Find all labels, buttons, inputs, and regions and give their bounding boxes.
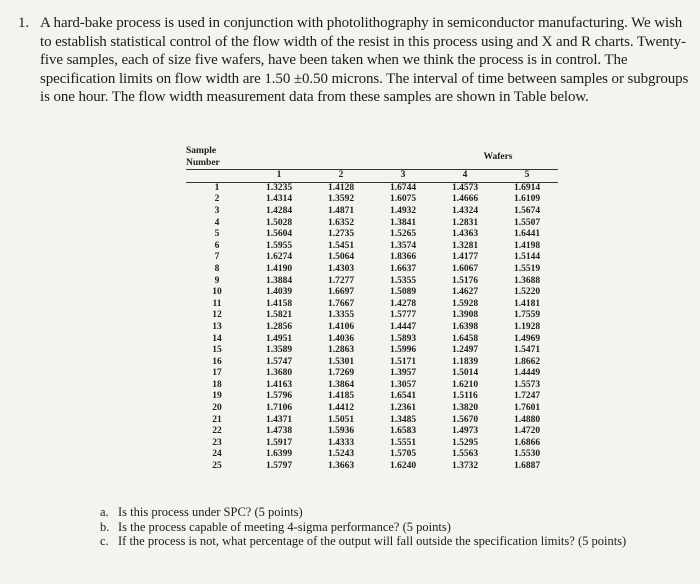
problem-statement xyxy=(18,14,690,107)
wafer-value-cell: 1.6583 xyxy=(389,426,417,437)
wafer-value-cell: 1.5670 xyxy=(451,414,479,425)
sample-number-cell: 1 xyxy=(214,182,220,193)
wafer-value-cell: 1.4412 xyxy=(327,403,355,414)
wafer-value-cell: 1.8662 xyxy=(513,356,541,367)
wafer-value-cell: 1.3820 xyxy=(451,403,479,414)
wafer-value-cell: 1.3281 xyxy=(451,240,479,251)
wafer-value-cell: 1.5089 xyxy=(389,287,417,298)
wafer-value-cell: 1.5116 xyxy=(452,391,478,402)
table-row xyxy=(186,252,558,264)
sample-number-cell: 4 xyxy=(214,217,220,228)
wafer-value-cell: 1.4363 xyxy=(451,229,479,240)
wafer-value-cell: 1.5936 xyxy=(327,426,355,437)
wafer-value-cell: 1.3663 xyxy=(327,461,355,472)
wafer-value-cell: 1.4181 xyxy=(513,298,541,309)
wafer-value-cell: 1.5796 xyxy=(265,391,293,402)
column-number-row xyxy=(186,170,558,183)
wafer-value-cell: 1.5519 xyxy=(513,263,541,274)
sample-number-cell: 7 xyxy=(214,252,220,263)
wafer-value-cell: 1.6541 xyxy=(389,391,417,402)
wafer-value-cell: 1.7277 xyxy=(327,275,355,286)
wafer-value-cell: 1.3589 xyxy=(265,345,293,356)
sample-number-cell: 25 xyxy=(212,461,222,472)
wafer-value-cell: 1.3688 xyxy=(513,275,541,286)
wafer-value-cell: 1.5821 xyxy=(265,310,293,321)
question-text: Is the process capable of meeting 4-sigma performance? (5 points) xyxy=(118,519,451,534)
wafer-value-cell: 1.2831 xyxy=(451,217,479,228)
wafer-value-cell: 1.6697 xyxy=(327,287,355,298)
sample-number-cell: 16 xyxy=(212,356,222,367)
wafer-value-cell: 1.4447 xyxy=(389,321,417,332)
sample-number-cell: 9 xyxy=(214,275,220,286)
table-row xyxy=(186,438,558,450)
wafer-value-cell: 1.3355 xyxy=(327,310,355,321)
question-b xyxy=(100,520,690,535)
wafer-value-cell: 1.5893 xyxy=(389,333,417,344)
wafer-value-cell: 1.5171 xyxy=(389,356,417,367)
sample-number-cell: 24 xyxy=(212,449,222,460)
wafer-value-cell: 1.5604 xyxy=(265,229,293,240)
column-header-empty xyxy=(186,170,248,183)
sample-number-cell: 13 xyxy=(212,321,222,332)
wafer-value-cell: 1.1839 xyxy=(451,356,479,367)
wafer-value-cell: 1.3864 xyxy=(327,379,355,390)
wafer-value-cell: 1.4371 xyxy=(265,414,293,425)
table-row xyxy=(186,426,558,438)
wafer-value-cell: 1.5747 xyxy=(265,356,293,367)
question-text: If the process is not, what percentage of the output will fall outside the specification limits? (5 points) xyxy=(118,534,627,548)
wafer-value-cell: 1.4932 xyxy=(389,205,417,216)
wafer-value-cell: 1.4973 xyxy=(451,426,479,437)
question-list xyxy=(100,505,690,549)
wafer-value-cell: 1.4969 xyxy=(513,333,541,344)
wafer-value-cell: 1.4880 xyxy=(513,414,541,425)
wafer-value-cell: 1.5996 xyxy=(389,345,417,356)
sample-number-cell: 22 xyxy=(212,426,222,437)
wafer-value-cell: 1.5563 xyxy=(451,449,479,460)
wafer-value-cell: 1.5144 xyxy=(513,252,541,263)
wafer-value-cell: 1.6352 xyxy=(327,217,355,228)
sample-number-cell: 19 xyxy=(212,391,222,402)
wafer-value-cell: 1.4185 xyxy=(327,391,355,402)
wafer-value-cell: 1.8366 xyxy=(389,252,417,263)
table-row xyxy=(186,334,558,346)
wafer-value-cell: 1.5928 xyxy=(451,298,479,309)
wafer-value-cell: 1.3841 xyxy=(389,217,417,228)
wafer-value-cell: 1.4190 xyxy=(265,263,293,274)
wafer-value-cell: 1.5301 xyxy=(327,356,355,367)
wafer-value-cell: 1.5797 xyxy=(265,461,293,472)
wafer-value-cell: 1.7559 xyxy=(513,310,541,321)
wafer-value-cell: 1.4177 xyxy=(451,252,479,263)
sample-number-cell: 17 xyxy=(212,368,222,379)
wafer-value-cell: 1.6109 xyxy=(513,194,541,205)
wafer-value-cell: 1.5014 xyxy=(451,368,479,379)
question-text: Is this process under SPC? (5 points) xyxy=(118,505,303,519)
wafer-value-cell: 1.5028 xyxy=(265,217,293,228)
table-row xyxy=(186,229,558,241)
sample-number-cell: 23 xyxy=(212,437,222,448)
wafer-value-cell: 1.4871 xyxy=(327,205,355,216)
table-row xyxy=(186,299,558,311)
sample-number-cell: 6 xyxy=(214,240,220,251)
table-row xyxy=(186,287,558,299)
sample-number-cell: 8 xyxy=(214,263,220,274)
table-row xyxy=(186,357,558,369)
wafer-value-cell: 1.3592 xyxy=(327,194,355,205)
wafer-value-cell: 1.5471 xyxy=(513,345,541,356)
sample-number-cell: 11 xyxy=(212,298,222,309)
wafer-value-cell: 1.4163 xyxy=(265,379,293,390)
problem-number: 1. xyxy=(18,15,30,31)
sample-number-cell: 5 xyxy=(214,229,220,240)
wafer-value-cell: 1.6075 xyxy=(389,194,417,205)
wafer-value-cell: 1.6441 xyxy=(513,229,541,240)
table-row xyxy=(186,194,558,206)
wafer-value-cell: 1.4449 xyxy=(513,368,541,379)
wafer-value-cell: 1.5265 xyxy=(389,229,417,240)
wafer-value-cell: 1.3235 xyxy=(265,182,293,193)
wafer-value-cell: 1.5051 xyxy=(327,414,355,425)
wafer-value-cell: 1.5573 xyxy=(513,379,541,390)
wafer-value-cell: 1.4314 xyxy=(265,194,293,205)
wafer-value-cell: 1.4333 xyxy=(327,437,355,448)
wafer-value-cell: 1.6210 xyxy=(451,379,479,390)
wafer-value-cell: 1.7667 xyxy=(327,298,355,309)
wafer-value-cell: 1.5355 xyxy=(389,275,417,286)
table-row xyxy=(186,241,558,253)
table-row xyxy=(186,206,558,218)
wafer-value-cell: 1.2361 xyxy=(389,403,417,414)
problem-text: A hard-bake process is used in conjunction with photolithography in semiconductor manufacturing. We wish to establish statistical control of the flow width of the resist in this process using and X and R charts. Twenty-five samples, each of size five wafers, have been taken when we think the process is in control. The specification limits on flow width are 1.50 ±0.50 microns. The interval of time between samples or subgroups is one hour. The flow width measurement data from these samples are shown in Table below. xyxy=(40,15,689,105)
wafer-value-cell: 1.4627 xyxy=(451,287,479,298)
wafer-value-cell: 1.3884 xyxy=(265,275,293,286)
wafer-value-cell: 1.4158 xyxy=(265,298,293,309)
wafer-value-cell: 1.6637 xyxy=(389,263,417,274)
wafer-value-cell: 1.5777 xyxy=(389,310,417,321)
table-row xyxy=(186,264,558,276)
wafer-value-cell: 1.5243 xyxy=(327,449,355,460)
wafer-value-cell: 1.6914 xyxy=(513,182,541,193)
wafer-value-cell: 1.4666 xyxy=(451,194,479,205)
table-row xyxy=(186,218,558,230)
flow-width-data-table xyxy=(186,146,558,473)
wafer-value-cell: 1.7106 xyxy=(265,403,293,414)
wafer-value-cell: 1.4278 xyxy=(389,298,417,309)
wafer-value-cell: 1.5176 xyxy=(451,275,479,286)
wafer-value-cell: 1.6866 xyxy=(513,437,541,448)
table-row xyxy=(186,461,558,473)
column-header-4: 4 xyxy=(434,170,496,183)
wafer-value-cell: 1.5295 xyxy=(451,437,479,448)
wafer-value-cell: 1.5507 xyxy=(513,217,541,228)
wafer-value-cell: 1.6240 xyxy=(389,461,417,472)
wafer-value-cell: 1.7601 xyxy=(513,403,541,414)
column-header-1: 1 xyxy=(248,170,310,183)
sample-number-cell: 21 xyxy=(212,414,222,425)
table-row xyxy=(186,182,558,194)
wafer-value-cell: 1.5705 xyxy=(389,449,417,460)
wafer-value-cell: 1.6458 xyxy=(451,333,479,344)
wafer-value-cell: 1.2497 xyxy=(451,345,479,356)
header-sample-number: Sample Number xyxy=(186,146,220,168)
wafer-value-cell: 1.2735 xyxy=(327,229,355,240)
wafer-value-cell: 1.3732 xyxy=(451,461,479,472)
question-label: a. xyxy=(100,505,109,519)
wafer-value-cell: 1.4573 xyxy=(451,182,479,193)
question-label: b. xyxy=(100,519,110,534)
wafer-value-cell: 1.3957 xyxy=(389,368,417,379)
wafer-value-cell: 1.3908 xyxy=(451,310,479,321)
sample-number-cell: 10 xyxy=(212,287,222,298)
wafer-value-cell: 1.5955 xyxy=(265,240,293,251)
wafer-value-cell: 1.3574 xyxy=(389,240,417,251)
table-row xyxy=(186,391,558,403)
wafer-value-cell: 1.7247 xyxy=(513,391,541,402)
wafer-value-cell: 1.6744 xyxy=(389,182,417,193)
sample-number-cell: 12 xyxy=(212,310,222,321)
wafer-value-cell: 1.6399 xyxy=(265,449,293,460)
wafer-value-cell: 1.4128 xyxy=(327,182,355,193)
wafer-value-cell: 1.4039 xyxy=(265,287,293,298)
table-row xyxy=(186,368,558,380)
table-row xyxy=(186,322,558,334)
wafer-value-cell: 1.5674 xyxy=(513,205,541,216)
question-c xyxy=(100,534,690,549)
column-header-5: 5 xyxy=(496,170,558,183)
wafer-value-cell: 1.5530 xyxy=(513,449,541,460)
sample-number-cell: 14 xyxy=(212,333,222,344)
wafer-value-cell: 1.4738 xyxy=(265,426,293,437)
sample-number-cell: 20 xyxy=(212,403,222,414)
table-row xyxy=(186,345,558,357)
question-a xyxy=(100,505,690,520)
wafer-value-cell: 1.5220 xyxy=(513,287,541,298)
table-row xyxy=(186,276,558,288)
sample-number-cell: 18 xyxy=(212,379,222,390)
wafer-value-cell: 1.4303 xyxy=(327,263,355,274)
wafer-value-cell: 1.4951 xyxy=(265,333,293,344)
wafer-value-cell: 1.3485 xyxy=(389,414,417,425)
table-row xyxy=(186,380,558,392)
wafer-value-cell: 1.4720 xyxy=(513,426,541,437)
sample-number-cell: 15 xyxy=(212,345,222,356)
wafer-value-cell: 1.5451 xyxy=(327,240,355,251)
table-body xyxy=(186,182,558,472)
wafer-value-cell: 1.7269 xyxy=(327,368,355,379)
wafer-value-cell: 1.5917 xyxy=(265,437,293,448)
wafer-value-cell: 1.2863 xyxy=(327,345,355,356)
wafer-value-cell: 1.5551 xyxy=(389,437,417,448)
wafer-value-cell: 1.6398 xyxy=(451,321,479,332)
wafer-value-cell: 1.1928 xyxy=(513,321,541,332)
wafer-value-cell: 1.6067 xyxy=(451,263,479,274)
sample-number-cell: 2 xyxy=(214,194,220,205)
header-wafers: Wafers xyxy=(483,151,513,162)
table-row xyxy=(186,415,558,427)
column-header-3: 3 xyxy=(372,170,434,183)
wafer-value-cell: 1.3057 xyxy=(389,379,417,390)
table-row xyxy=(186,310,558,322)
table-row xyxy=(186,449,558,461)
wafer-value-cell: 1.4198 xyxy=(513,240,541,251)
wafer-value-cell: 1.4106 xyxy=(327,321,355,332)
question-label: c. xyxy=(100,534,109,548)
wafer-value-cell: 1.4324 xyxy=(451,205,479,216)
wafer-value-cell: 1.2856 xyxy=(265,321,293,332)
wafer-value-cell: 1.5064 xyxy=(327,252,355,263)
wafer-value-cell: 1.3680 xyxy=(265,368,293,379)
table-row xyxy=(186,403,558,415)
wafer-value-cell: 1.4036 xyxy=(327,333,355,344)
wafer-value-cell: 1.6274 xyxy=(265,252,293,263)
sample-number-cell: 3 xyxy=(214,205,220,216)
wafer-value-cell: 1.6887 xyxy=(513,461,541,472)
wafer-value-cell: 1.4284 xyxy=(265,205,293,216)
column-header-2: 2 xyxy=(310,170,372,183)
